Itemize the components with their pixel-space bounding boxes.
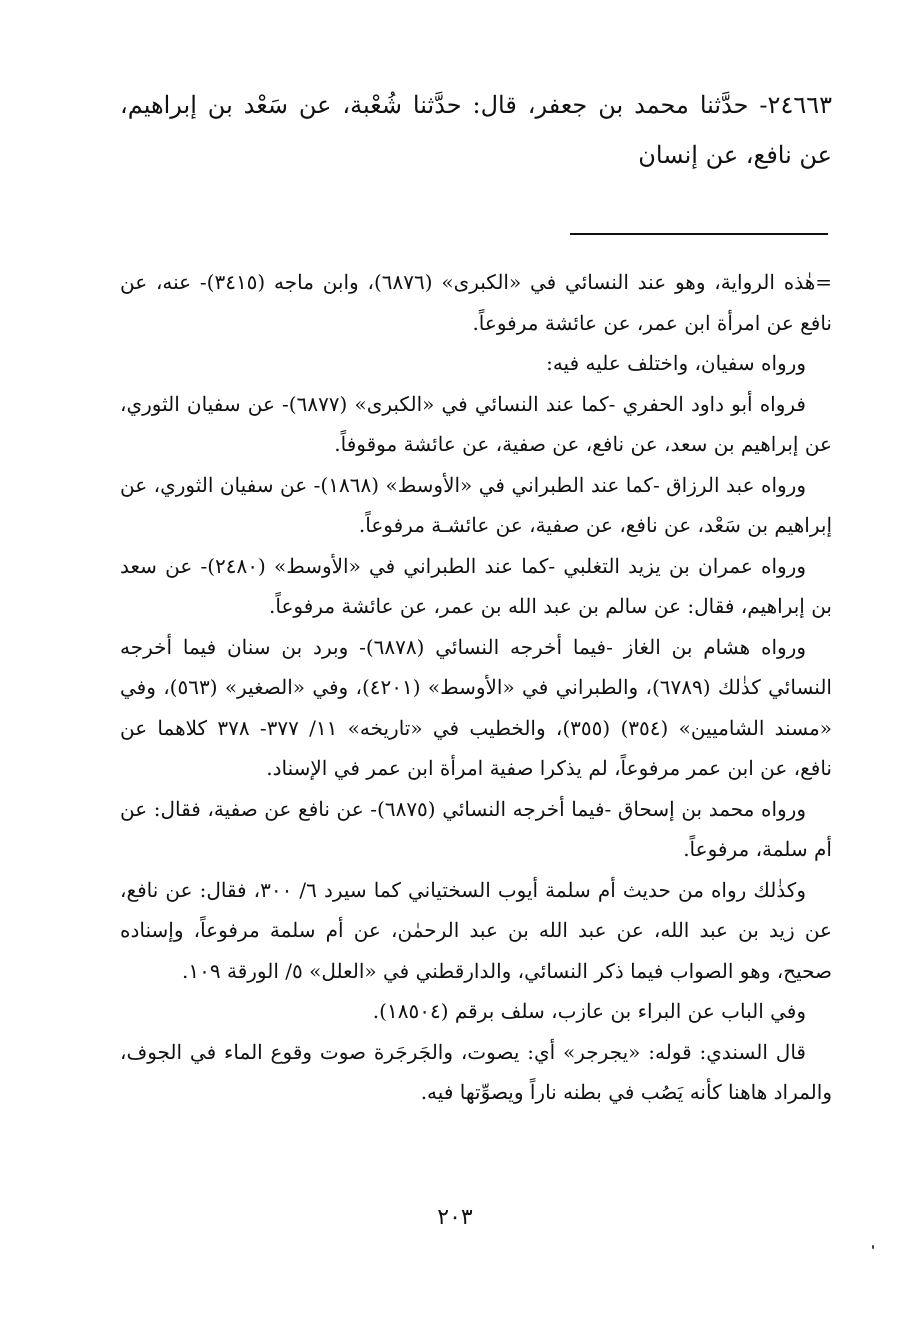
footnote-paragraph: وفي الباب عن البراء بن عازب، سلف برقم (١٨٥٠٤). bbox=[372, 999, 806, 1023]
main-text-block bbox=[120, 80, 832, 180]
footnote-paragraph: ورواه سفيان، واختلف عليه فيه: bbox=[546, 351, 806, 375]
footnote-paragraph: ورواه عمران بن يزيد التغلبي -كما عند الطبراني في «الأوسط» (٢٤٨٠)- عن سعد بن إبراهيم، فقال: عن سالم بن عبد الله بن عمر، عن عائشة مرفوعاً. bbox=[120, 553, 832, 618]
footnote-paragraph: ورواه محمد بن إسحاق -فيما أخرجه النسائي (٦٨٧٥)- عن نافع عن صفية، فقال: عن أم سلمة، مرفوعاً. bbox=[120, 796, 832, 861]
footnote-paragraph: قال السندي: قوله: «يجرجر» أي: يصوت، والجَرجَرة صوت وقوع الماء في الجوف، والمراد هاهنا كأنه يَصُب في بطنه ناراً ويصوِّتها فيه. bbox=[120, 1039, 832, 1104]
footnote-paragraph: ورواه هشام بن الغاز -فيما أخرجه النسائي (٦٨٧٨)- وبرد بن سنان فيما أخرجه النسائي كذٰلك (٦٧٨٩)، والطبراني في «الأوسط» (٤٢٠١)، وفي «الصغير» (٥٦٣)، وفي «مسند الشاميين» (٣٥٤) (٣٥٥)، والخطيب في «تاريخه» ١١/ ٣٧٧- ٣٧٨ كلاهما عن نافع، عن ابن عمر مرفوعاً، لم يذكرا صفية امرأة ابن عمر في الإسناد. bbox=[120, 634, 832, 780]
footnote-paragraph: ورواه عبد الرزاق -كما عند الطبراني في «الأوسط» (١٨٦٨)- عن سفيان الثوري، عن إبراهيم بن سَعْد، عن نافع، عن صفية، عن عائشـة مرفوعاً. bbox=[120, 472, 832, 537]
footnote-paragraph: =هٰذه الرواية، وهو عند النسائي في «الكبرى» (٦٨٧٦)، وابن ماجه (٣٤١٥)- عنه، عن نافع عن امرأة ابن عمر، عن عائشة مرفوعاً. bbox=[120, 270, 832, 335]
hadith-text: ٢٤٦٦٣- حدَّثنا محمد بن جعفر، قال: حدَّثنا شُعْبة، عن سَعْد بن إبراهيم، عن نافع، عن إنسان bbox=[120, 91, 832, 169]
page-number: ٢٠٣ bbox=[437, 1205, 473, 1230]
footnote-paragraph: وكذٰلك رواه من حديث أم سلمة أيوب السختياني كما سيرد ٦/ ٣٠٠، فقال: عن نافع، عن زيد بن عبد الله، عن عبد الله بن عبد الرحمٰن، عن أم سلمة مرفوعاً، وإسناده صحيح، وهو الصواب فيما ذكر النسائي، والدارقطني في «العلل» ٥/ الورقة ١٠٩. bbox=[120, 877, 832, 983]
footnotes-block bbox=[120, 262, 832, 1113]
scan-speck bbox=[872, 1245, 874, 1249]
footnote-separator bbox=[570, 233, 828, 235]
footnote-paragraph: فرواه أبو داود الحفري -كما عند النسائي في «الكبرى» (٦٨٧٧)- عن سفيان الثوري، عن إبراهيم بن سعد، عن نافع، عن صفية، عن عائشة موقوفاً. bbox=[120, 391, 832, 456]
